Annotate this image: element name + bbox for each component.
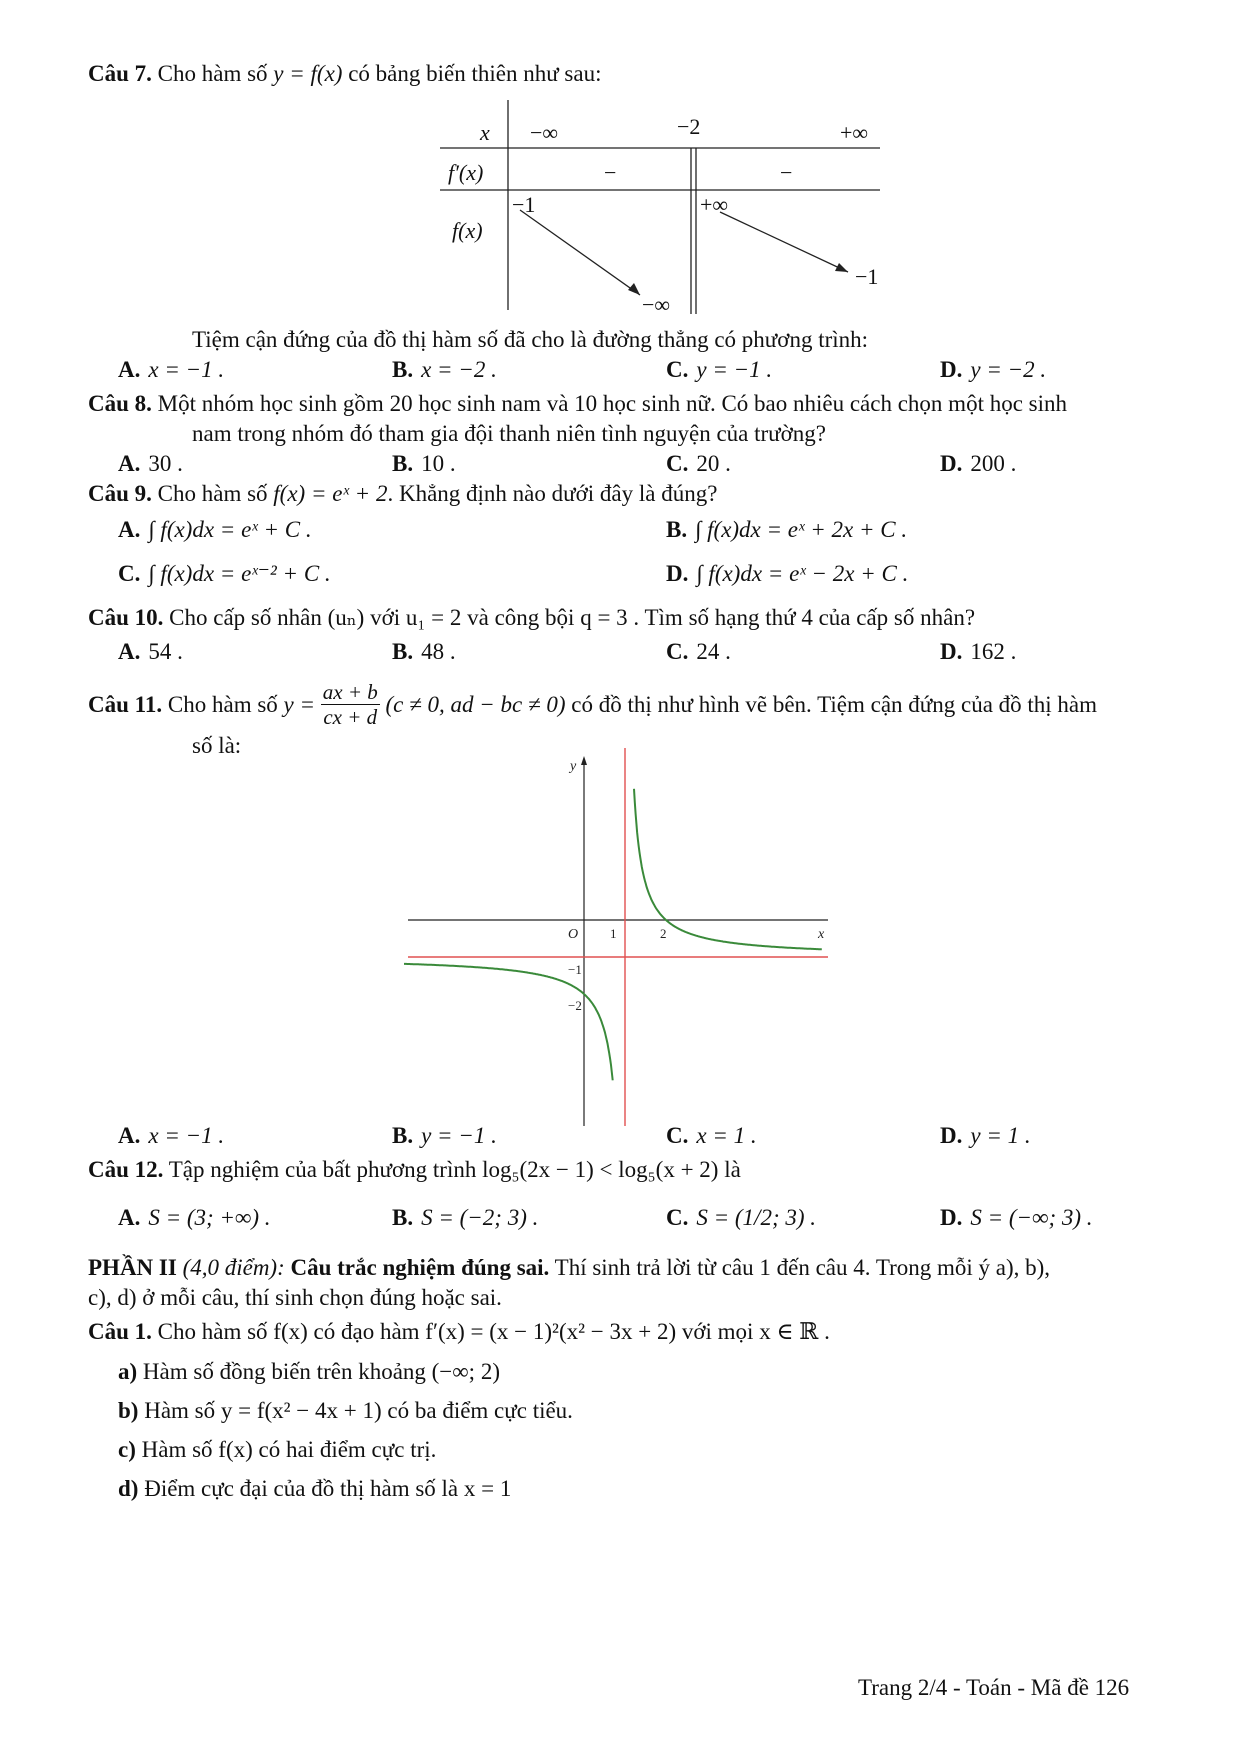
- q11-stem-a: Cho hàm số: [167, 691, 278, 717]
- p2q1-stem: [88, 1318, 830, 1346]
- p2q1-item-c[interactable]: [118, 1436, 436, 1464]
- q11-fraction: [321, 680, 380, 729]
- graph-tick-ym1: −1: [568, 962, 582, 977]
- vt-arrowhead-right: [835, 263, 848, 272]
- q12-option-d[interactable]: [940, 1204, 1093, 1232]
- option-text: 162 .: [970, 639, 1017, 664]
- vt-x-plus-inf: +∞: [840, 120, 869, 145]
- option-text: S = (3; +∞) .: [148, 1205, 271, 1230]
- option-text: y = −1 .: [421, 1123, 497, 1148]
- option-label: A.: [118, 639, 141, 664]
- option-text: ∫ f(x)dx = eˣ − 2x + C .: [696, 561, 909, 586]
- q7-option-a[interactable]: [118, 356, 224, 384]
- p2q1-item-b[interactable]: [118, 1397, 573, 1425]
- option-label: B.: [392, 357, 414, 382]
- option-text: x = −1 .: [148, 1123, 225, 1148]
- q11-option-d[interactable]: [940, 1122, 1031, 1150]
- q7-options: [118, 356, 1118, 384]
- vt-arrow-left: [520, 210, 640, 295]
- p2q1-item-d[interactable]: [118, 1475, 511, 1503]
- vt-x-critical: −2: [677, 114, 701, 139]
- q9-stem-a: Cho hàm số: [157, 481, 268, 506]
- option-text: x = −2 .: [421, 357, 497, 382]
- option-label: C.: [666, 639, 689, 664]
- graph-x-label: x: [818, 927, 825, 942]
- vt-f-end: −1: [855, 264, 879, 289]
- option-label: B.: [666, 517, 688, 542]
- q8-option-a[interactable]: [118, 450, 183, 478]
- item-text: Hàm số đồng biến trên khoảng (−∞; 2): [142, 1359, 500, 1384]
- option-text: ∫ f(x)dx = eˣ + C .: [148, 517, 312, 542]
- q11-condition: (c ≠ 0, ad − bc ≠ 0): [385, 691, 566, 717]
- option-label: D.: [940, 451, 963, 476]
- part2-title: PHẦN II: [88, 1255, 177, 1280]
- q11-label: Câu 11.: [88, 691, 163, 717]
- option-label: C.: [666, 357, 689, 382]
- q12-options: [118, 1204, 1118, 1232]
- q10-option-c[interactable]: [666, 638, 731, 666]
- q8-options: [118, 450, 1118, 478]
- option-text: y = 1 .: [970, 1123, 1031, 1148]
- option-label: D.: [940, 357, 963, 382]
- p2q1-label: Câu 1.: [88, 1319, 152, 1344]
- option-label: A.: [118, 1205, 141, 1230]
- item-label: b): [118, 1398, 139, 1423]
- option-text: S = (1/2; 3) .: [696, 1205, 817, 1230]
- graph-y-arrowhead: [581, 756, 587, 765]
- graph-tick-ym2: −2: [568, 998, 582, 1013]
- option-text: 54 .: [148, 639, 183, 664]
- q9-func: f(x) = eˣ + 2: [273, 481, 388, 506]
- option-text: x = 1 .: [696, 1123, 757, 1148]
- option-label: D.: [940, 1123, 963, 1148]
- vt-f-start: −1: [512, 192, 536, 217]
- option-label: B.: [392, 1123, 414, 1148]
- graph-tick-x1: 1: [610, 926, 617, 941]
- part2-desc2: c), d) ở mỗi câu, thí sinh chọn đúng hoặc sai.: [88, 1285, 502, 1310]
- q12-label: Câu 12.: [88, 1157, 164, 1182]
- q9-stem-b: . Khẳng định nào dưới đây là đúng?: [387, 481, 718, 506]
- q11-stem-b: có đồ thị như hình vẽ bên. Tiệm cận đứng của đồ thị hàm: [571, 691, 1098, 717]
- page-footer: Trang 2/4 - Toán - Mã đề 126: [858, 1675, 1130, 1700]
- q10-option-d[interactable]: [940, 638, 1016, 666]
- part2-header: [88, 1254, 1050, 1282]
- q8-line1: Một nhóm học sinh gồm 20 học sinh nam và 10 học sinh nữ. Có bao nhiêu cách chọn một học sinh: [157, 391, 1068, 416]
- option-label: D.: [666, 561, 689, 586]
- p2q1-text: Cho hàm số f(x) có đạo hàm f′(x) = (x − 1)²(x² − 3x + 2) với mọi x ∈ ℝ .: [157, 1319, 830, 1344]
- q8-label: Câu 8.: [88, 391, 152, 416]
- variation-table: [440, 100, 900, 320]
- q9-option-a[interactable]: [118, 516, 312, 544]
- q11-y-eq: y =: [283, 691, 316, 717]
- q10-label: Câu 10.: [88, 605, 164, 630]
- option-label: C.: [666, 451, 689, 476]
- option-text: 24 .: [696, 639, 731, 664]
- option-label: A.: [118, 451, 141, 476]
- option-text: 10 .: [421, 451, 456, 476]
- q7-prompt: Tiệm cận đứng của đồ thị hàm số đã cho là đường thẳng có phương trình:: [192, 327, 869, 352]
- q7-option-d[interactable]: [940, 356, 1046, 384]
- option-text: x = −1 .: [148, 357, 225, 382]
- q7-option-b[interactable]: [392, 356, 497, 384]
- part2-desc1: Thí sinh trả lời từ câu 1 đến câu 4. Trong mỗi ý a), b),: [554, 1255, 1051, 1280]
- q9-label: Câu 9.: [88, 481, 152, 506]
- item-text: Hàm số y = f(x² − 4x + 1) có ba điểm cực tiểu.: [144, 1398, 573, 1423]
- option-label: A.: [118, 357, 141, 382]
- vt-f-left-end: −∞: [642, 292, 671, 317]
- q7-option-c[interactable]: [666, 356, 772, 384]
- q7-stem: [88, 60, 601, 88]
- option-label: A.: [118, 1123, 141, 1148]
- graph-origin-label: O: [568, 927, 579, 942]
- q11-stem: [88, 682, 1097, 731]
- q12-stem: [88, 1156, 741, 1184]
- option-label: B.: [392, 451, 414, 476]
- vt-arrowhead-left: [628, 283, 640, 295]
- option-text: S = (−2; 3) .: [421, 1205, 539, 1230]
- part2-heading: Câu trắc nghiệm đúng sai.: [290, 1255, 550, 1280]
- item-label: c): [118, 1437, 136, 1462]
- q10-option-a[interactable]: [118, 638, 183, 666]
- option-text: S = (−∞; 3) .: [970, 1205, 1093, 1230]
- q8-option-d[interactable]: [940, 450, 1016, 478]
- q12-option-c[interactable]: [666, 1204, 816, 1232]
- option-label: D.: [940, 639, 963, 664]
- q10-option-b[interactable]: [392, 638, 456, 666]
- q8-stem: [88, 390, 1067, 418]
- q9-option-c[interactable]: [118, 560, 331, 588]
- option-text: ∫ f(x)dx = eˣ⁻² + C .: [148, 561, 331, 586]
- q9-option-d[interactable]: [666, 560, 908, 588]
- vt-sign-right: −: [780, 160, 793, 185]
- vt-fprime-label: f′(x): [448, 160, 484, 185]
- option-text: 20 .: [696, 451, 731, 476]
- q7-func: y = f(x): [273, 61, 343, 86]
- q11-stem-c: số là:: [192, 733, 242, 758]
- q10-stem: [88, 604, 975, 632]
- curve-left-branch: [404, 964, 613, 1080]
- q12-text: Tập nghiệm của bất phương trình log₅(2x − 1) < log₅(x + 2) là: [168, 1157, 741, 1182]
- q11-numerator: ax + b: [322, 680, 378, 704]
- q7-stem-b: có bảng biến thiên như sau:: [348, 61, 602, 86]
- q9-options-row1: [118, 516, 1118, 544]
- vt-x-minus-inf: −∞: [530, 120, 559, 145]
- option-text: y = −2 .: [970, 357, 1047, 382]
- option-text: 30 .: [148, 451, 183, 476]
- option-label: B.: [392, 1205, 414, 1230]
- q11-denominator: cx + d: [323, 705, 378, 729]
- vt-arrow-right: [720, 212, 848, 272]
- q9-option-b[interactable]: [666, 516, 907, 544]
- q11-option-c[interactable]: [666, 1122, 757, 1150]
- item-label: d): [118, 1476, 139, 1501]
- q12-option-b[interactable]: [392, 1204, 538, 1232]
- option-text: 200 .: [970, 451, 1017, 476]
- option-text: y = −1 .: [696, 357, 773, 382]
- option-label: C.: [666, 1123, 689, 1148]
- q8-option-c[interactable]: [666, 450, 731, 478]
- q11-option-b[interactable]: [392, 1122, 497, 1150]
- vt-f-label: f(x): [452, 218, 483, 243]
- vt-x-label: x: [480, 120, 490, 145]
- q8-line2: nam trong nhóm đó tham gia đội thanh niên tình nguyện của trường?: [192, 421, 827, 446]
- q12-option-a[interactable]: [118, 1204, 271, 1232]
- q9-stem: [88, 480, 717, 508]
- part2-points: (4,0 điểm):: [182, 1255, 285, 1280]
- option-label: B.: [392, 639, 414, 664]
- graph-tick-x2: 2: [660, 926, 667, 941]
- option-label: C.: [666, 1205, 689, 1230]
- item-text: Điểm cực đại của đồ thị hàm số là x = 1: [144, 1476, 512, 1501]
- q9-options-row2: [118, 560, 1118, 588]
- item-label: a): [118, 1359, 138, 1384]
- q10-text: Cho cấp số nhân (uₙ) với u₁ = 2 và công bội q = 3 . Tìm số hạng thứ 4 của cấp số nhân?: [169, 605, 976, 630]
- q10-options: [118, 638, 1118, 666]
- option-label: A.: [118, 517, 141, 542]
- vt-f-right-start: +∞: [700, 192, 729, 217]
- q8-option-b[interactable]: [392, 450, 456, 478]
- graph-y-label: y: [570, 759, 577, 774]
- q7-label: Câu 7.: [88, 61, 152, 86]
- p2q1-item-a[interactable]: [118, 1358, 500, 1386]
- q7-stem-a: Cho hàm số: [157, 61, 268, 86]
- vt-sign-left: −: [604, 160, 617, 185]
- hyperbola-graph: [404, 748, 836, 1126]
- q11-option-a[interactable]: [118, 1122, 224, 1150]
- option-label: C.: [118, 561, 141, 586]
- option-label: D.: [940, 1205, 963, 1230]
- option-text: ∫ f(x)dx = eˣ + 2x + C .: [695, 517, 908, 542]
- option-text: 48 .: [421, 639, 456, 664]
- q11-options: [118, 1122, 1118, 1150]
- item-text: Hàm số f(x) có hai điểm cực trị.: [141, 1437, 437, 1462]
